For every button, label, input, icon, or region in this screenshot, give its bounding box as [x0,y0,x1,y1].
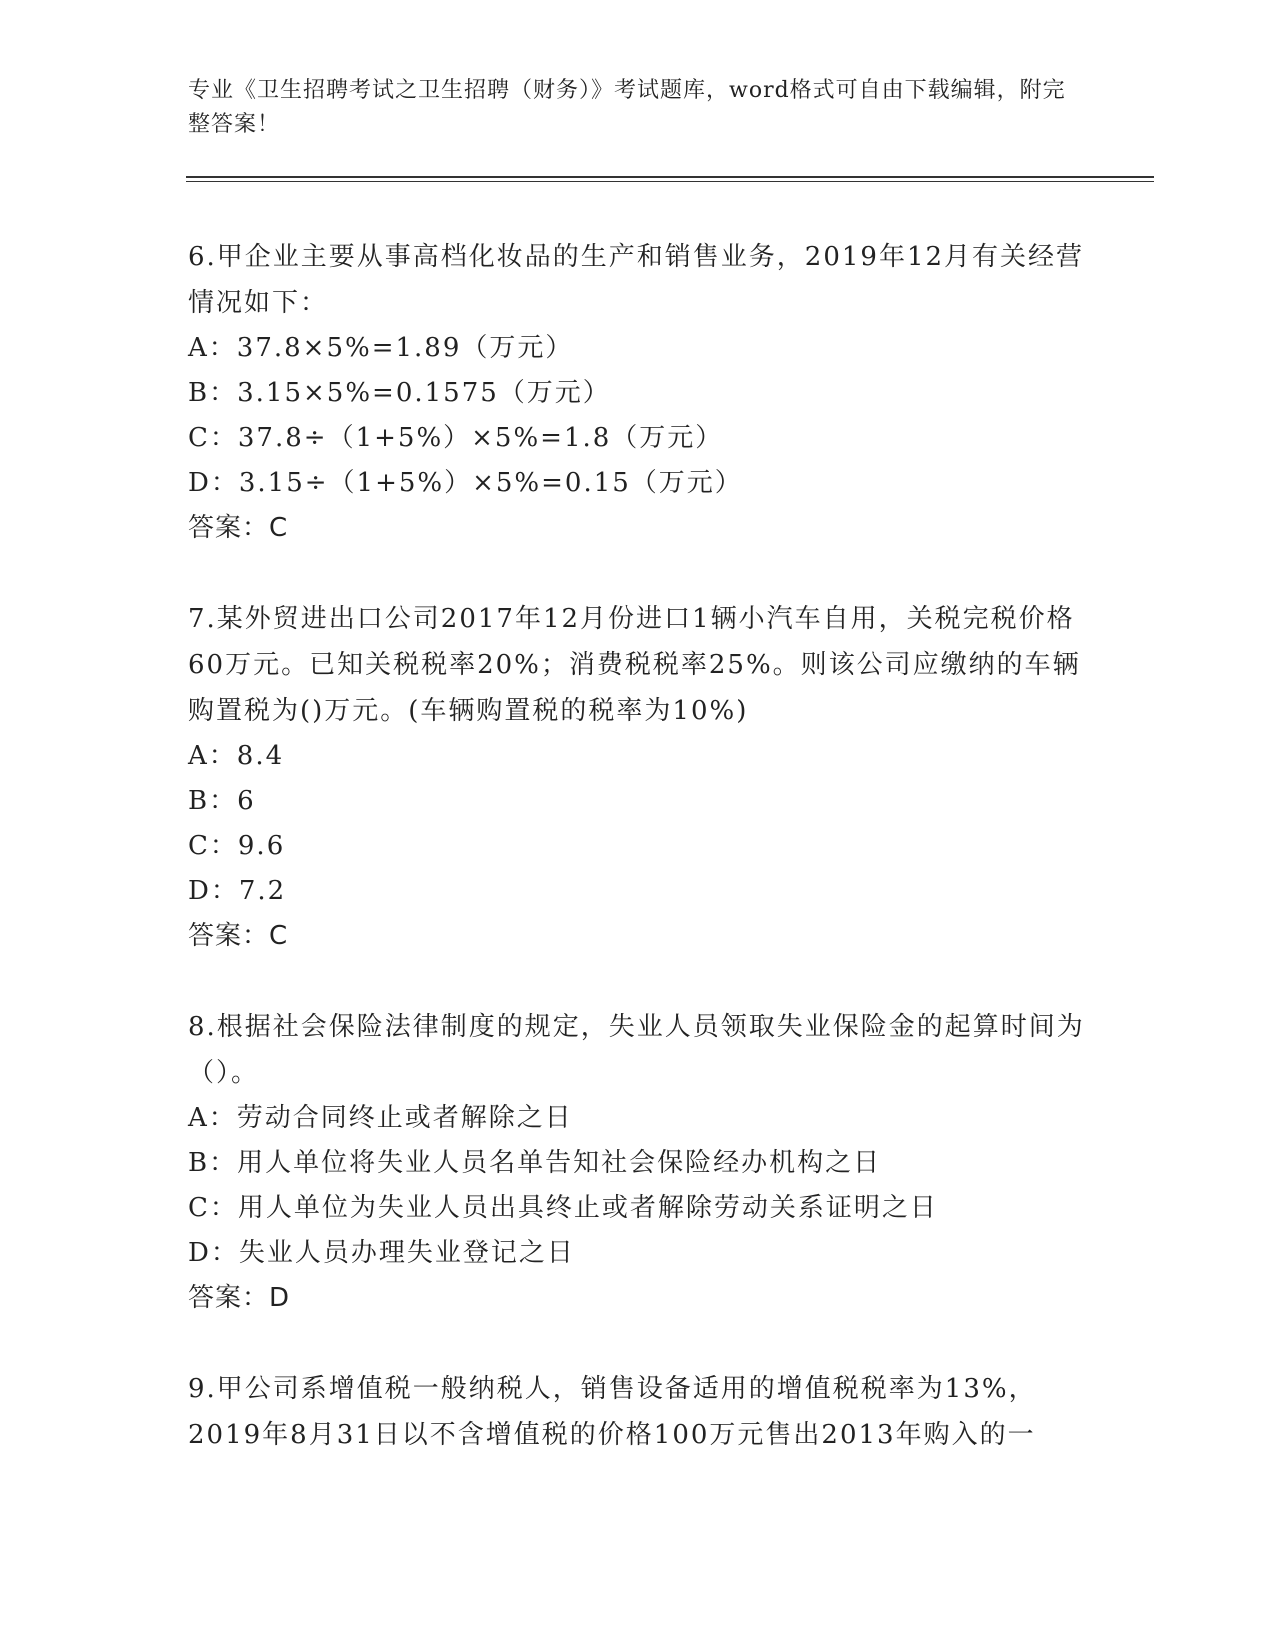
option-c: C：9.6 [188,831,286,861]
question-8 [188,1004,1088,1321]
question-6 [188,234,1088,551]
option-a: A：37.8×5%=1.89（万元） [188,333,574,363]
option-b: B：用人单位将失业人员名单告知社会保险经办机构之日 [188,1148,882,1178]
header-text: 专业《卫生招聘考试之卫生招聘（财务）》考试题库，word格式可自由下载编辑，附完整答案！ [188,78,1066,137]
option-c: C：用人单位为失业人员出具终止或者解除劳动关系证明之日 [188,1193,938,1223]
question-7 [188,596,1088,959]
question-stem: 7.某外贸进出口公司2017年12月份进口1辆小汽车自用，关税完税价格60万元。已知关税税率20%；消费税税率25%。则该公司应缴纳的车辆购置税为()万元。(车辆购置税的税率为10%) [188,604,1081,726]
answer: 答案：C [188,921,289,951]
question-stem: 6.甲企业主要从事高档化妆品的生产和销售业务，2019年12月有关经营情况如下： [188,242,1085,318]
document-header [188,74,1068,142]
option-a: A：劳动合同终止或者解除之日 [188,1103,573,1133]
option-d: D：3.15÷（1+5%）×5%=0.15（万元） [188,468,743,498]
option-b: B：3.15×5%=0.1575（万元） [188,378,611,408]
option-c: C：37.8÷（1+5%）×5%=1.8（万元） [188,423,724,453]
header-divider [186,176,1154,182]
option-d: D：7.2 [188,876,287,906]
question-9 [188,1366,1088,1458]
question-stem: 9.甲公司系增值税一般纳税人，销售设备适用的增值税税率为13%，2019年8月31日以不含增值税的价格100万元售出2013年购入的一 [188,1374,1037,1450]
option-d: D：失业人员办理失业登记之日 [188,1238,575,1268]
option-b: B：6 [188,786,256,816]
answer: 答案：C [188,513,289,543]
answer: 答案：D [188,1283,291,1313]
option-a: A：8.4 [188,741,285,771]
question-stem: 8.根据社会保险法律制度的规定，失业人员领取失业保险金的起算时间为（）。 [188,1012,1085,1088]
